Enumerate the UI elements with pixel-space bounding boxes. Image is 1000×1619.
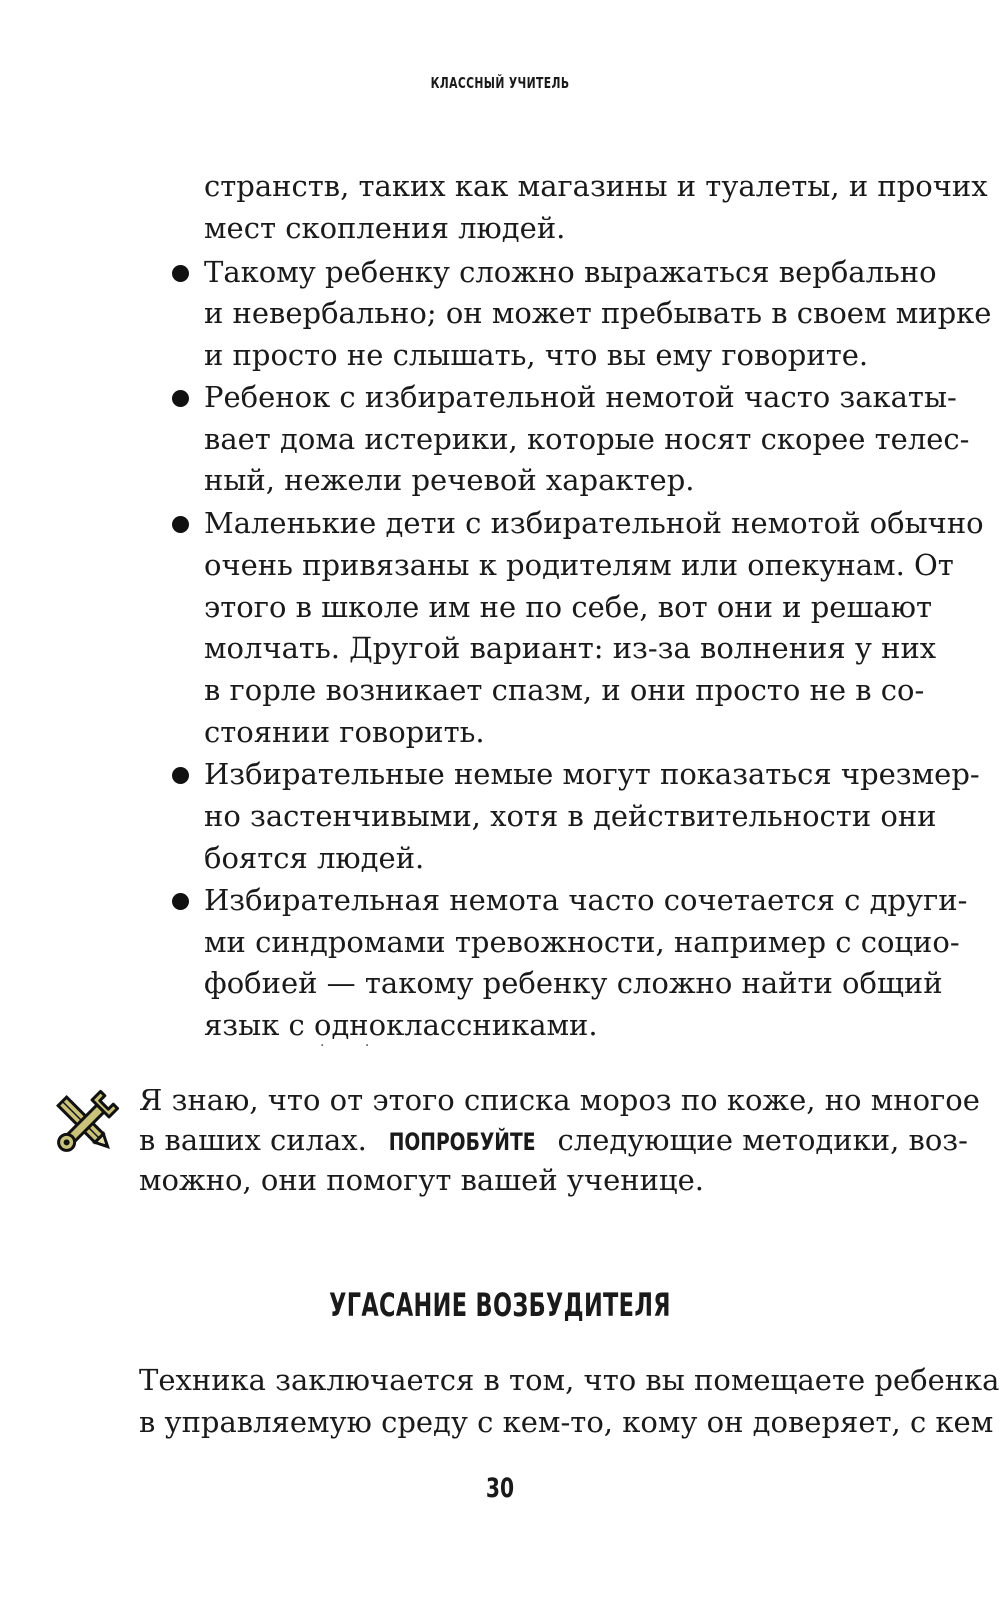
- tip-text: следующие методики, воз-: [557, 1123, 968, 1157]
- list-item-line: Такому ребенку сложно выражаться вербально: [204, 255, 937, 289]
- tip-emphasis: ПОПРОБУЙТЕ: [388, 1128, 536, 1156]
- running-header: КЛАССНЫЙ УЧИТЕЛЬ: [430, 74, 570, 92]
- list-item-line: Маленькие дети с избирательной немотой обычно: [204, 506, 984, 540]
- list-item-line: и невербально; он может пребывать в своем мирке: [204, 296, 992, 330]
- print-specks: · ·: [320, 1038, 388, 1054]
- tip-line: [139, 1120, 968, 1164]
- list-continuation-line: странств, таких как магазины и туалеты, и прочих: [204, 169, 988, 203]
- tip-line: можно, они помогут вашей ученице.: [139, 1163, 704, 1197]
- list-item-line: и просто не слышать, что вы ему говорите.: [204, 338, 869, 372]
- list-item-line: ми синдромами тревожности, например с социо-: [204, 925, 960, 959]
- list-item-line: в горле возникает спазм, и они просто не в со-: [204, 673, 925, 707]
- list-item-line: вает дома истерики, которые носят скорее телес-: [204, 422, 970, 456]
- list-item-line: язык с одноклассниками.: [204, 1008, 598, 1042]
- list-item-line: ный, нежели речевой характер.: [204, 463, 695, 497]
- bullet-icon: [172, 265, 189, 282]
- bullet-icon: [172, 516, 189, 533]
- list-item-line: стоянии говорить.: [204, 715, 485, 749]
- list-item-line: Избирательные немые могут показаться чрезмер-: [204, 757, 980, 791]
- list-continuation-line: мест скопления людей.: [204, 211, 566, 245]
- list-item-line: фобией — такому ребенку сложно найти общий: [204, 966, 943, 1000]
- list-item-line: Ребенок с избирательной немотой часто закаты-: [204, 380, 957, 414]
- list-item-line: Избирательная немота часто сочетается с други-: [204, 883, 968, 917]
- bullet-icon: [172, 893, 189, 910]
- list-item-line: молчать. Другой вариант: из-за волнения у них: [204, 631, 937, 665]
- section-line: в управляемую среду с кем-то, кому он доверяет, с кем: [139, 1405, 994, 1439]
- tools-icon: [50, 1088, 120, 1160]
- bullet-icon: [172, 390, 189, 407]
- list-item-line: очень привязаны к родителям или опекунам. От: [204, 548, 954, 582]
- section-heading: УГАСАНИЕ ВОЗБУДИТЕЛЯ: [329, 1286, 671, 1324]
- list-item-line: боятся людей.: [204, 841, 425, 875]
- section-line: Техника заключается в том, что вы помещаете ребенка: [139, 1363, 1000, 1397]
- bullet-icon: [172, 767, 189, 784]
- list-item-line: этого в школе им не по себе, вот они и решают: [204, 590, 932, 624]
- list-item-line: но застенчивыми, хотя в действительности они: [204, 799, 937, 833]
- tip-text: в ваших силах.: [139, 1123, 367, 1157]
- page-number: 30: [485, 1473, 515, 1504]
- tip-line: Я знаю, что от этого списка мороз по коже, но многое: [139, 1083, 980, 1117]
